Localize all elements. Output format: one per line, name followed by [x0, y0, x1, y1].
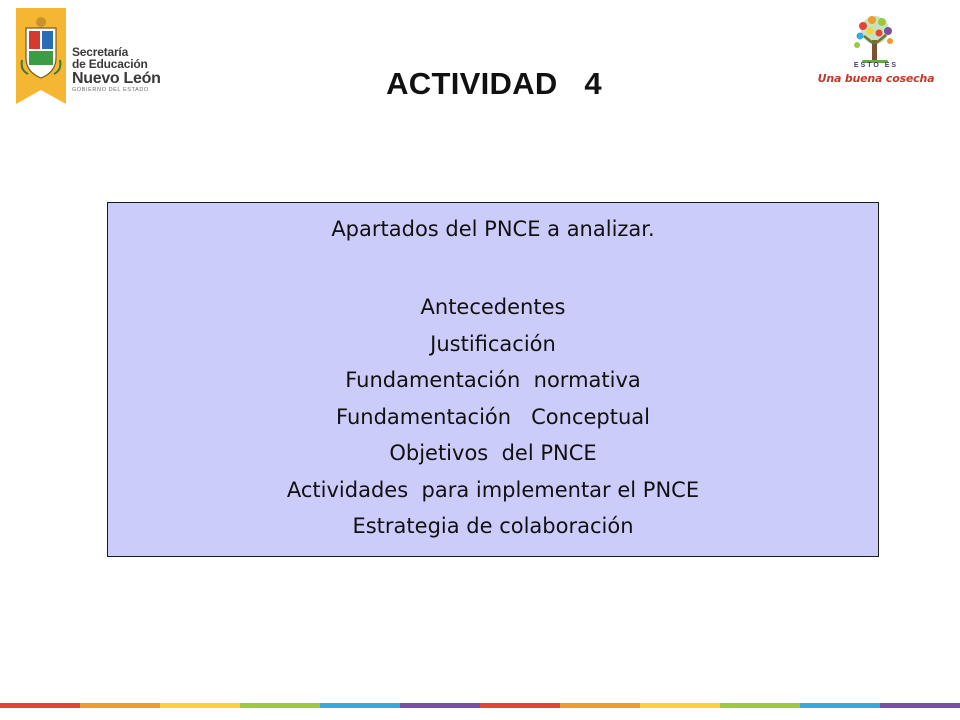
list-item: Objetivos del PNCE [389, 441, 597, 465]
list-item: Justificación [430, 331, 556, 356]
color-bar-segment [800, 703, 880, 708]
list-item: Actividades para implementar el PNCE [286, 477, 700, 502]
color-bar-segment [400, 703, 480, 708]
list-item: Antecedentes [420, 295, 566, 319]
color-bar-segment [80, 703, 160, 708]
list-item: Fundamentación Conceptual [336, 404, 650, 429]
content-box [107, 202, 879, 557]
color-bar-segment [320, 703, 400, 708]
logo-line-secretaria: Secretaría [72, 45, 129, 59]
color-bar-segment [880, 703, 960, 708]
color-bar-segment [480, 703, 560, 708]
color-bar-segment [0, 703, 80, 708]
logo-line-educacion: de Educación [72, 57, 148, 71]
color-bar-segment [720, 703, 800, 708]
list-item: Fundamentación normativa [345, 368, 641, 392]
tagline-esto-es: ESTO ES [853, 62, 899, 69]
sections-list [108, 289, 878, 545]
bottom-color-bar [0, 703, 960, 708]
logo-line-gobierno: GOBIERNO DEL ESTADO [72, 87, 149, 93]
logo-line-nuevo-leon: Nuevo León [72, 70, 161, 87]
color-bar-segment [560, 703, 640, 708]
list-item: Estrategia de colaboración [352, 514, 634, 538]
box-heading: Apartados del PNCE a analizar. [331, 217, 655, 241]
slide-title: ACTIVIDAD 4 [386, 66, 602, 101]
color-bar-segment [640, 703, 720, 708]
tagline-buena-cosecha: Una buena cosecha [817, 72, 935, 85]
color-bar-segment [240, 703, 320, 708]
color-bar-segment [160, 703, 240, 708]
fruit-tree-icon [848, 14, 902, 64]
